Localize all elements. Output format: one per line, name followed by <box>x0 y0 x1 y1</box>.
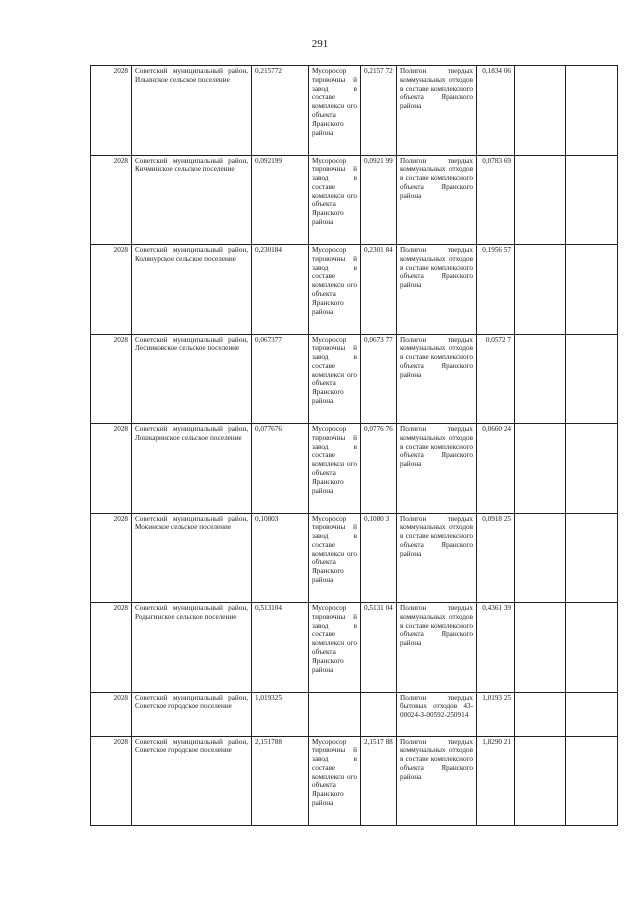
year-cell: 2028 <box>91 334 132 424</box>
territory-cell: Советский муниципальный район, Кичминское сельское поселение <box>132 155 252 245</box>
facility-volume-cell: 0,1080 3 <box>361 513 397 603</box>
table-row <box>91 245 618 335</box>
empty-cell <box>566 424 618 514</box>
facility-volume-cell: 0,5131 04 <box>361 603 397 693</box>
volume-cell: 2,151788 <box>252 736 309 826</box>
destination-cell: Полигон твердых коммунальных отходов в составе комплексного объекта Яранского района <box>397 245 477 335</box>
volume-cell: 0,092199 <box>252 155 309 245</box>
territory-cell: Советский муниципальный район, Мокинское сельское поселение <box>132 513 252 603</box>
destination-cell: Полигон твердых коммунальных отходов в составе комплексного объекта Яранского района <box>397 424 477 514</box>
empty-cell <box>566 513 618 603</box>
volume-cell: 1,019325 <box>252 692 309 736</box>
year-cell: 2028 <box>91 155 132 245</box>
year-cell: 2028 <box>91 692 132 736</box>
table-row <box>91 155 618 245</box>
waste-flow-table <box>90 65 618 826</box>
year-cell: 2028 <box>91 424 132 514</box>
page-number: 291 <box>311 38 329 50</box>
destination-volume-cell: 1,0193 25 <box>477 692 515 736</box>
destination-cell: Полигон твердых коммунальных отходов в составе комплексного объекта Яранского района <box>397 334 477 424</box>
empty-cell <box>566 334 618 424</box>
year-cell: 2028 <box>91 736 132 826</box>
destination-cell: Полигон твердых коммунальных отходов в составе комплексного объекта Яранского района <box>397 155 477 245</box>
destination-volume-cell: 0,0660 24 <box>477 424 515 514</box>
empty-cell <box>566 66 618 156</box>
empty-cell <box>515 603 566 693</box>
facility-volume-cell <box>361 692 397 736</box>
table-row <box>91 513 618 603</box>
facility-cell: Мусоросор тировочны й завод в составе комплексн ого объекта Яранского района <box>309 736 361 826</box>
destination-volume-cell: 0,1956 57 <box>477 245 515 335</box>
territory-cell: Советский муниципальный район, Советское городское поселение <box>132 692 252 736</box>
destination-cell: Полигон твердых коммунальных отходов в составе комплексного объекта Яранского района <box>397 603 477 693</box>
facility-volume-cell: 0,0776 76 <box>361 424 397 514</box>
empty-cell <box>515 736 566 826</box>
table-row <box>91 692 618 736</box>
volume-cell: 0,230184 <box>252 245 309 335</box>
destination-volume-cell: 0,0918 25 <box>477 513 515 603</box>
year-cell: 2028 <box>91 513 132 603</box>
empty-cell <box>566 603 618 693</box>
destination-cell: Полигон твердых коммунальных отходов в составе комплексного объекта Яранского района <box>397 66 477 156</box>
table-row <box>91 334 618 424</box>
territory-cell: Советский муниципальный район, Лошкаринское сельское поселение <box>132 424 252 514</box>
facility-volume-cell: 2,1517 88 <box>361 736 397 826</box>
empty-cell <box>515 66 566 156</box>
destination-volume-cell: 1,8290 21 <box>477 736 515 826</box>
facility-volume-cell: 0,0673 77 <box>361 334 397 424</box>
volume-cell: 0,077676 <box>252 424 309 514</box>
facility-cell <box>309 692 361 736</box>
volume-cell: 0,067377 <box>252 334 309 424</box>
territory-cell: Советский муниципальный район, Лесниковское сельское поселение <box>132 334 252 424</box>
empty-cell <box>566 155 618 245</box>
year-cell: 2028 <box>91 66 132 156</box>
empty-cell <box>515 513 566 603</box>
destination-volume-cell: 0,0572 7 <box>477 334 515 424</box>
destination-cell: Полигон твердых бытовых отходов 43-00024-З-00592-250914 <box>397 692 477 736</box>
facility-cell: Мусоросор тировочны й завод в составе комплексн ого объекта Яранского района <box>309 334 361 424</box>
year-cell: 2028 <box>91 245 132 335</box>
table-row <box>91 736 618 826</box>
destination-volume-cell: 0,1834 06 <box>477 66 515 156</box>
territory-cell: Советский муниципальный район, Родыгинское сельское поселение <box>132 603 252 693</box>
empty-cell <box>515 692 566 736</box>
facility-cell: Мусоросор тировочны й завод в составе комплексн ого объекта Яранского района <box>309 155 361 245</box>
volume-cell: 0,215772 <box>252 66 309 156</box>
volume-cell: 0,513104 <box>252 603 309 693</box>
facility-volume-cell: 0,2157 72 <box>361 66 397 156</box>
facility-cell: Мусоросор тировочны й завод в составе комплексн ого объекта Яранского района <box>309 513 361 603</box>
facility-cell: Мусоросор тировочны й завод в составе комплексн ого объекта Яранского района <box>309 66 361 156</box>
table-row <box>91 603 618 693</box>
table-row <box>91 66 618 156</box>
table-row <box>91 424 618 514</box>
empty-cell <box>515 155 566 245</box>
destination-cell: Полигон твердых коммунальных отходов в составе комплексного объекта Яранского района <box>397 513 477 603</box>
facility-cell: Мусоросор тировочны й завод в составе комплексн ого объекта Яранского района <box>309 245 361 335</box>
empty-cell <box>515 245 566 335</box>
empty-cell <box>566 692 618 736</box>
destination-cell: Полигон твердых коммунальных отходов в составе комплексного объекта Яранского района <box>397 736 477 826</box>
facility-cell: Мусоросор тировочны й завод в составе комплексн ого объекта Яранского района <box>309 603 361 693</box>
empty-cell <box>566 245 618 335</box>
year-cell: 2028 <box>91 603 132 693</box>
empty-cell <box>515 424 566 514</box>
facility-cell: Мусоросор тировочны й завод в составе комплексн ого объекта Яранского района <box>309 424 361 514</box>
facility-volume-cell: 0,0921 99 <box>361 155 397 245</box>
empty-cell <box>566 736 618 826</box>
empty-cell <box>515 334 566 424</box>
volume-cell: 0,10803 <box>252 513 309 603</box>
destination-volume-cell: 0,4361 39 <box>477 603 515 693</box>
territory-cell: Советский муниципальный район, Колянурское сельское поселение <box>132 245 252 335</box>
territory-cell: Советский муниципальный район, Ильинское сельское поселение <box>132 66 252 156</box>
territory-cell: Советский муниципальный район, Советское городское поселение <box>132 736 252 826</box>
facility-volume-cell: 0,2301 84 <box>361 245 397 335</box>
destination-volume-cell: 0,0783 69 <box>477 155 515 245</box>
table-body <box>91 66 618 826</box>
